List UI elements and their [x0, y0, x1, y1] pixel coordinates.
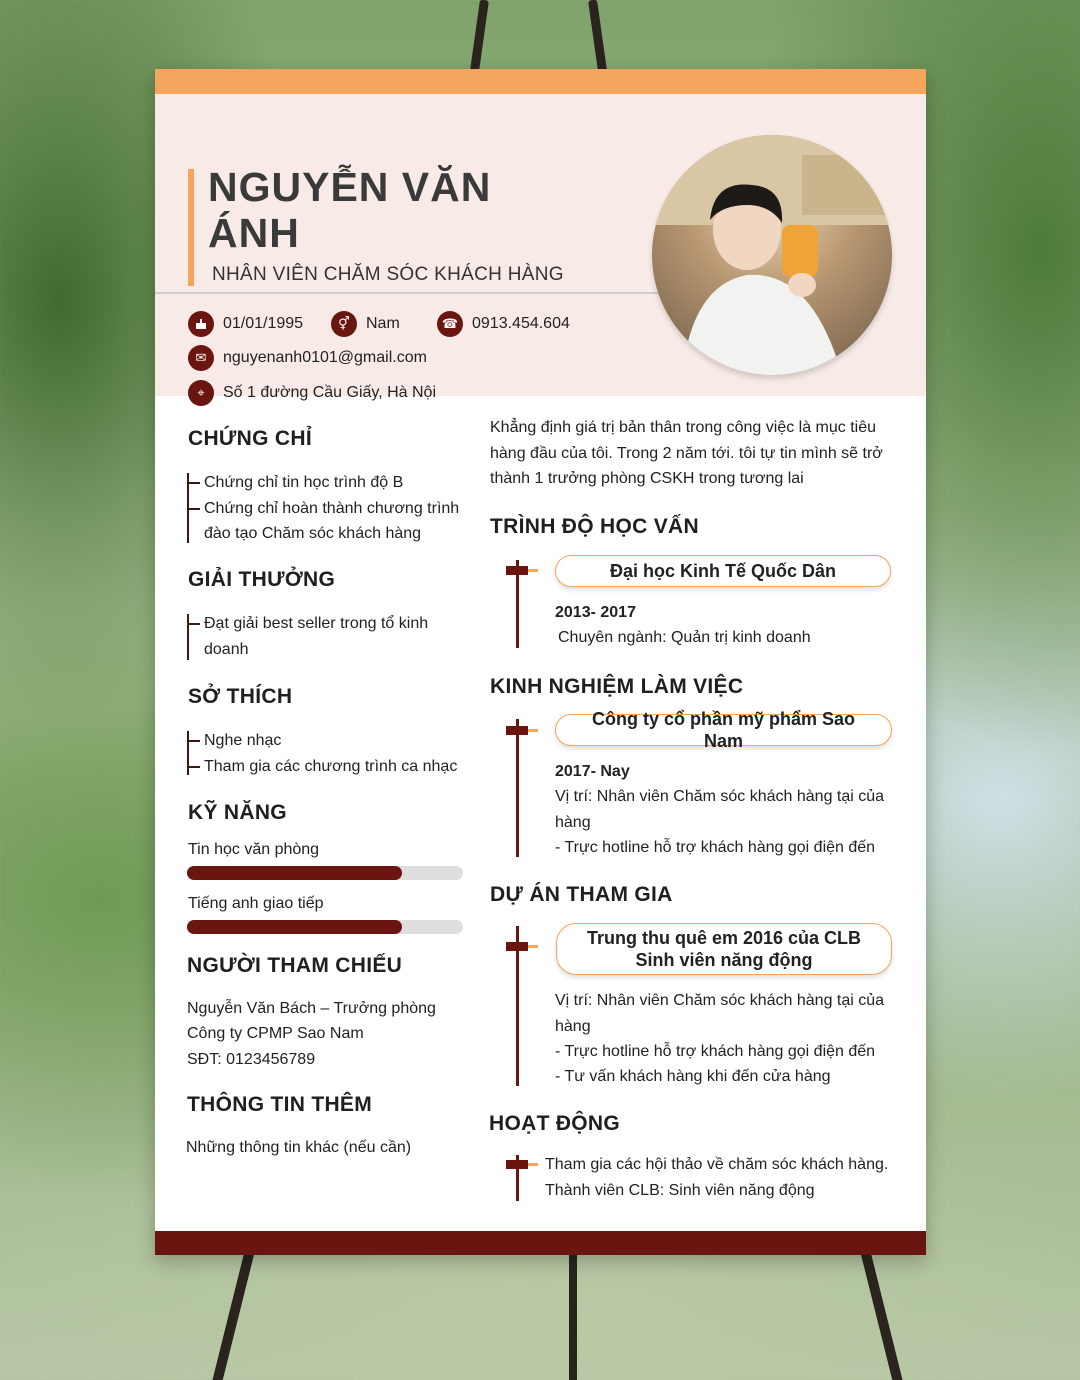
easel-leg [569, 1250, 577, 1380]
objective-text: Khẳng định giá trị bản thân trong công việc là mục tiêu hàng đầu của tôi. Trong 2 năm tới. tôi tự tin mình sẽ trở thành 1 trưởng phòng CSKH trong tương lai [490, 419, 883, 487]
reference-line: SĐT: 0123456789 [187, 1051, 316, 1068]
skill-fill [187, 920, 402, 934]
top-accent-bar [155, 69, 926, 94]
list-item: Tham gia các chương trình ca nhạc [187, 754, 487, 780]
education-title: TRÌNH ĐỘ HỌC VẤN [490, 515, 699, 538]
activity-line: Tham gia các hội thảo về chăm sóc khách hàng. [545, 1156, 889, 1173]
project-position: Vị trí: Nhân viên Chăm sóc khách hàng tại của hàng [555, 992, 885, 1035]
skill-fill [187, 866, 402, 880]
contact-address [188, 380, 436, 406]
timeline-line [516, 719, 519, 857]
profile-photo [652, 135, 892, 375]
more-info-title: THÔNG TIN THÊM [187, 1093, 373, 1116]
activities-title: HOẠT ĐỘNG [489, 1112, 621, 1135]
easel-leg [469, 0, 489, 80]
easel-leg [211, 1249, 255, 1380]
mail-icon: ✉ [188, 345, 214, 371]
experience-position: Vị trí: Nhân viên Chăm sóc khách hàng tại của hàng [555, 788, 885, 831]
certificates-list [187, 470, 467, 547]
cv-header [155, 94, 926, 401]
experience-duty: - Trực hotline hỗ trợ khách hàng gọi điện đến [555, 839, 876, 856]
easel-leg [588, 0, 608, 80]
references-title: NGƯỜI THAM CHIẾU [187, 954, 403, 977]
skill-label: Tin học văn phòng [188, 841, 320, 858]
timeline-marker [506, 726, 528, 735]
skill-bar [187, 920, 463, 934]
email-value: nguyenanh0101@gmail.com [223, 349, 427, 366]
cake-icon [188, 311, 214, 337]
hobbies-list [187, 728, 487, 779]
cv-document [155, 69, 926, 1255]
certificates-title: CHỨNG CHỈ [188, 427, 312, 450]
bottom-accent-bar [155, 1231, 926, 1255]
list-item: Đạt giải best seller trong tổ kinh doanh [187, 611, 457, 662]
list-item: Nghe nhạc [187, 728, 487, 754]
gender-value: Nam [366, 315, 400, 332]
timeline-marker [506, 942, 528, 951]
address-value: Số 1 đường Cầu Giấy, Hà Nội [223, 384, 437, 401]
experience-title: KINH NGHIỆM LÀM VIỆC [490, 675, 744, 698]
hobbies-title: SỞ THÍCH [188, 685, 293, 708]
job-title: NHÂN VIÊN CHĂM SÓC KHÁCH HÀNG [212, 264, 564, 285]
contact-email [188, 345, 427, 371]
awards-list [187, 611, 457, 662]
header-divider [155, 292, 665, 294]
skills-title: KỸ NĂNG [188, 801, 287, 824]
list-item: Chứng chỉ tin học trình độ B [187, 470, 467, 496]
list-item: Chứng chỉ hoàn thành chương trình đào tạo Chăm sóc khách hàng [187, 496, 467, 547]
contact-phone [437, 311, 570, 337]
more-info-text: Những thông tin khác (nếu cần) [186, 1139, 412, 1156]
timeline-marker [506, 566, 528, 575]
reference-line: Nguyễn Văn Bách – Trưởng phòng [187, 1000, 436, 1017]
project-duty: - Tư vấn khách hàng khi đến cửa hàng [555, 1068, 831, 1085]
birthday-value: 01/01/1995 [223, 315, 304, 332]
activity-line: Thành viên CLB: Sinh viên năng động [545, 1182, 815, 1199]
projects-title: DỰ ÁN THAM GIA [490, 883, 673, 906]
map-icon: ⌖ [188, 380, 214, 406]
reference-line: Công ty CPMP Sao Nam [187, 1025, 364, 1042]
education-period: 2013- 2017 [555, 604, 636, 621]
phone-icon: ☎ [437, 311, 463, 337]
gender-icon: ⚥ [331, 311, 357, 337]
project-pill: Trung thu quê em 2016 của CLB Sinh viên năng động [556, 923, 892, 975]
contact-birthday [188, 311, 303, 337]
education-major: Chuyên ngành: Quản trị kinh doanh [558, 629, 811, 646]
phone-value: 0913.454.604 [472, 315, 570, 332]
education-pill: Đại học Kinh Tế Quốc Dân [555, 555, 891, 587]
project-duty: - Trực hotline hỗ trợ khách hàng gọi điện đến [555, 1043, 876, 1060]
contact-gender [331, 311, 400, 337]
timeline-marker [506, 1160, 528, 1169]
skill-label: Tiếng anh giao tiếp [188, 895, 324, 912]
candidate-name: NGUYỄN VĂN ÁNH [208, 164, 492, 256]
experience-period: 2017- Nay [555, 763, 630, 780]
experience-pill: Công ty cổ phần mỹ phẩm Sao Nam [555, 714, 892, 746]
awards-title: GIẢI THƯỞNG [188, 568, 336, 591]
name-accent-bar [188, 169, 194, 286]
skill-bar [187, 866, 463, 880]
easel-leg [860, 1249, 904, 1380]
